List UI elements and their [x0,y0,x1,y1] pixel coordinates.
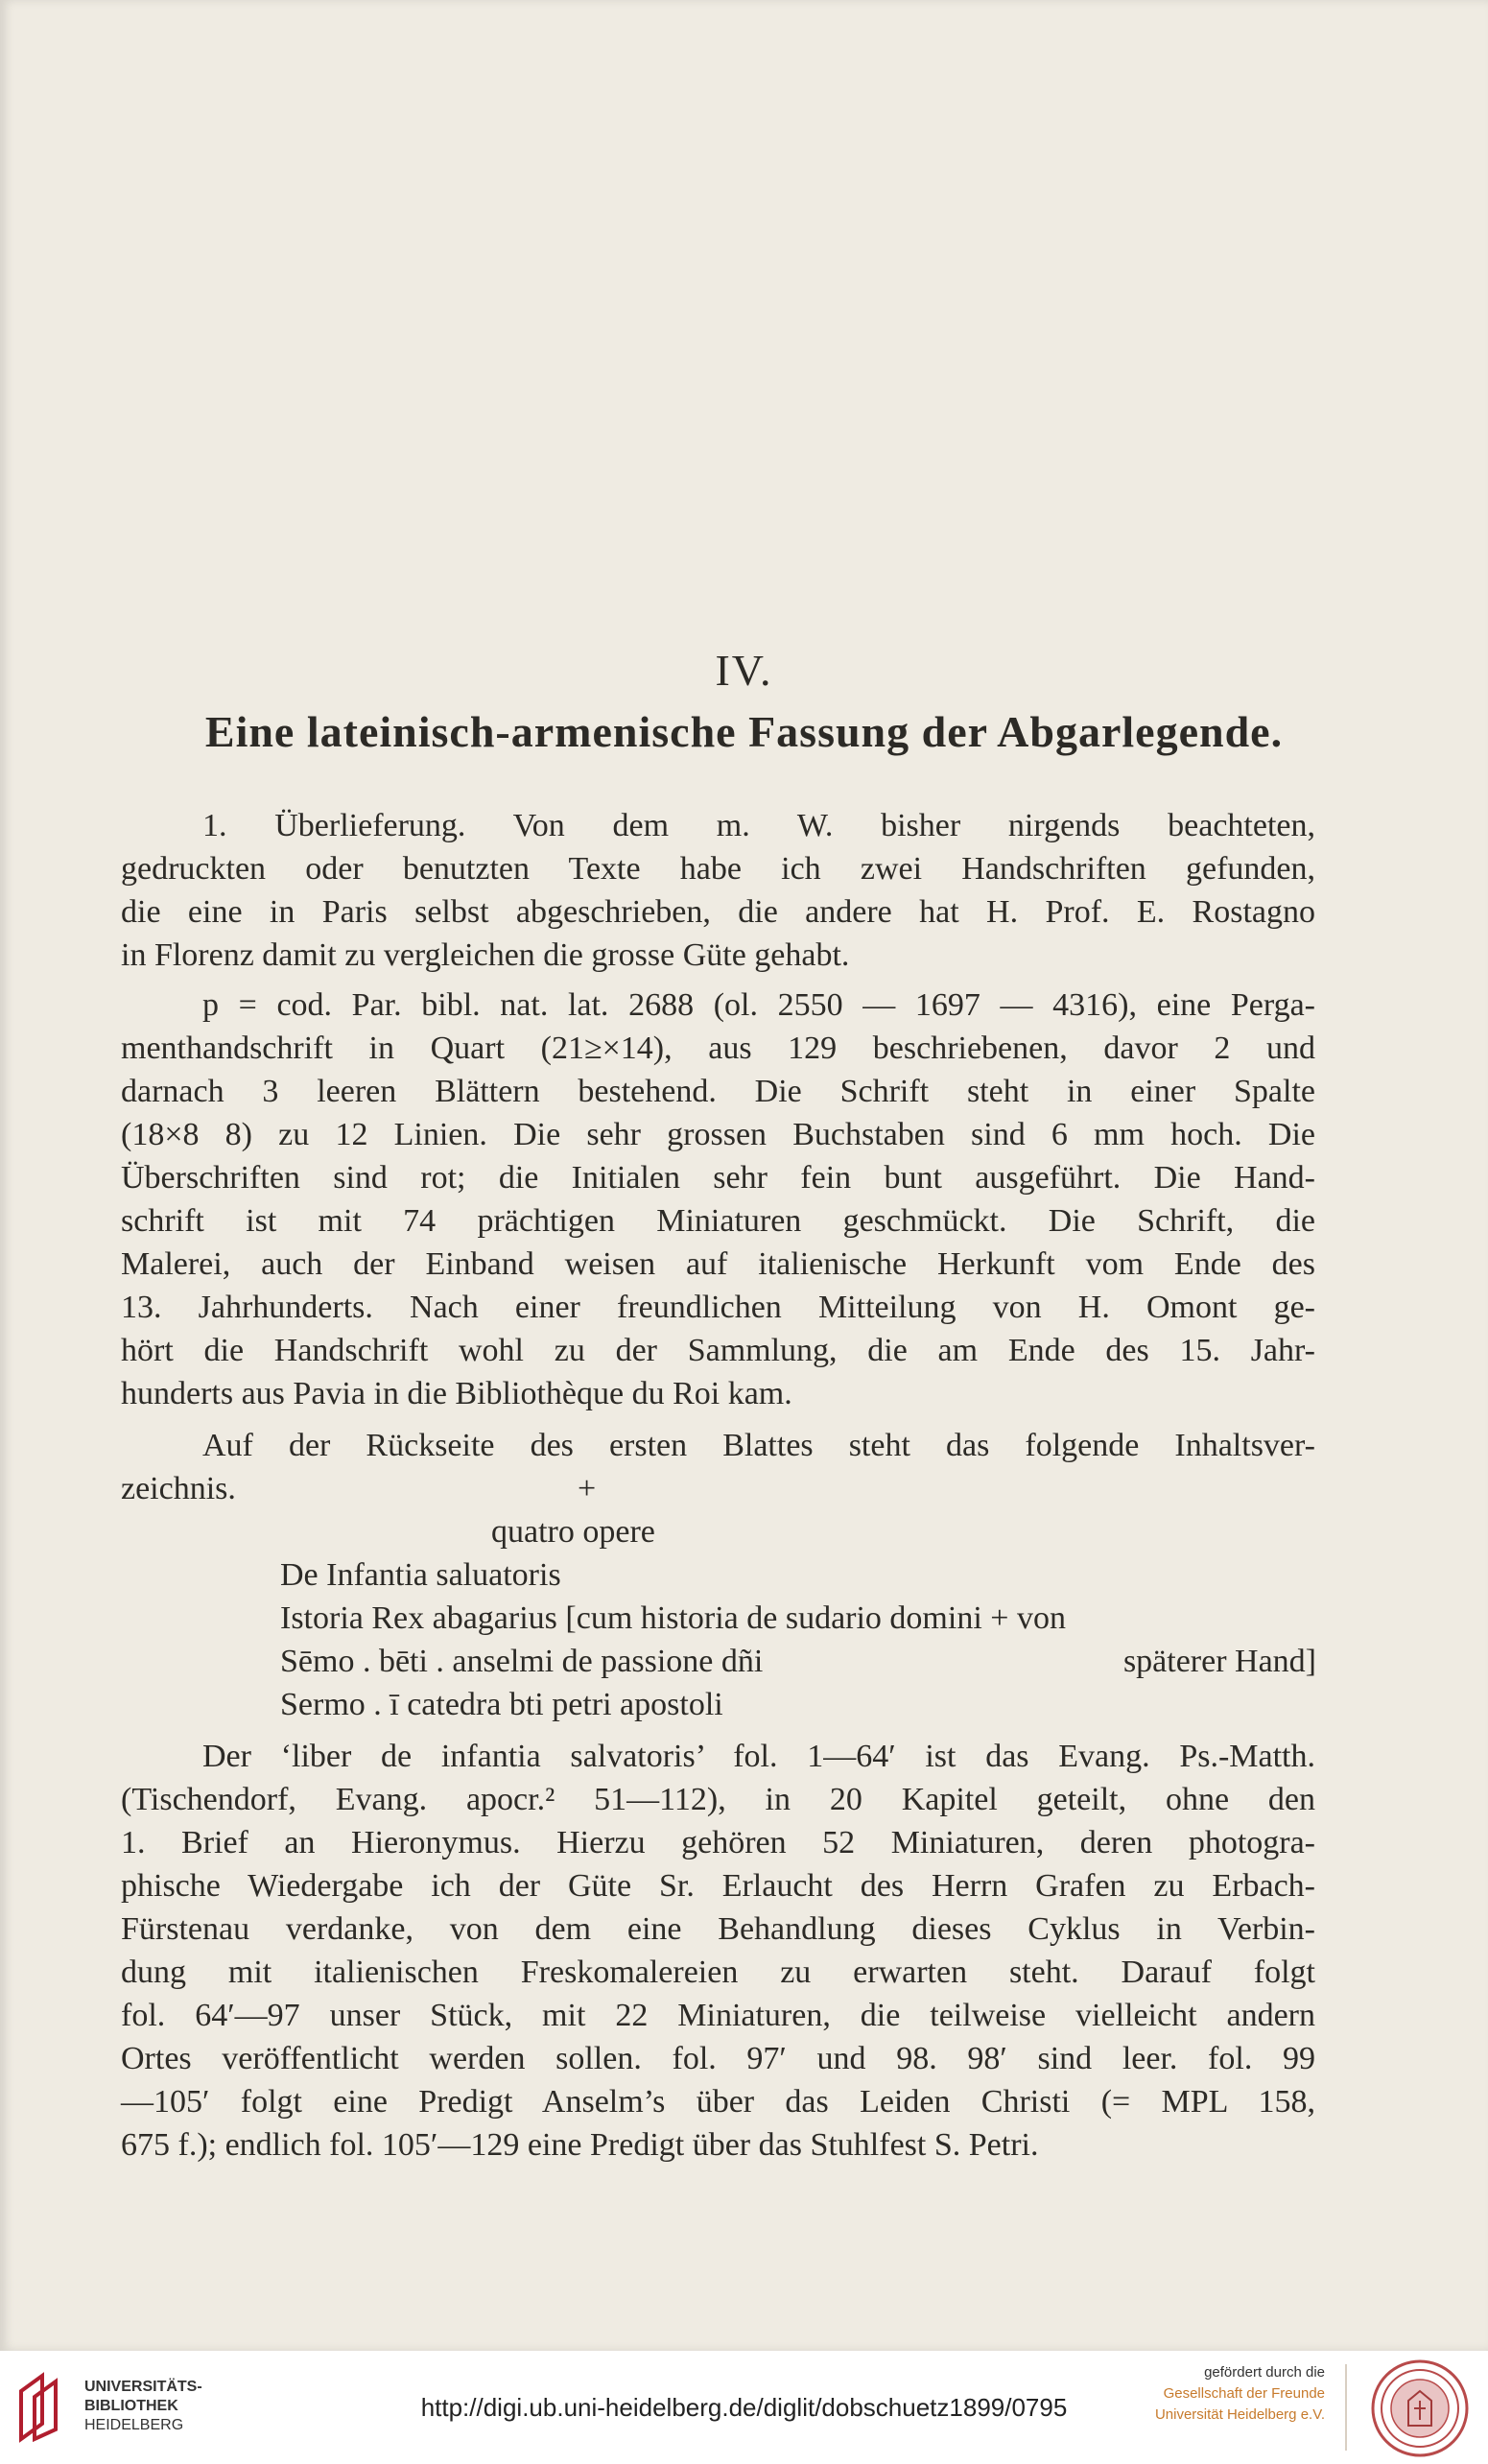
text-line: 675 f.); endlich fol. 105′—129 eine Predigt über das Stuhlfest S. Petri. [121,2127,1039,2163]
text-line: schrift ist mit 74 prächtigen Miniaturen geschmückt. Die Schrift, die [121,1203,1315,1239]
text-line: Fürstenau verdanke, von dem eine Behandlung dieses Cyklus in Verbin- [121,1911,1315,1947]
text-line: die eine in Paris selbst abgeschrieben, die andere hat H. Prof. E. Rostagno [121,894,1315,930]
sponsor-name[interactable]: Gesellschaft der Freunde [1163,2385,1325,2402]
listing-line-left: Sēmo . bēti . anselmi de passione dñi [280,1644,764,1679]
university-seal-icon [1370,2358,1470,2458]
text-line: hört die Handschrift wohl zu der Sammlung, die am Ende des 15. Jahr- [121,1333,1315,1368]
section-number: IV. [715,646,773,695]
text-line: Ortes veröffentlicht werden sollen. fol. 97′ und 98. 98′ sind leer. fol. 99 [121,2041,1315,2076]
sponsor-lead: gefördert durch die [1204,2364,1325,2381]
text-line: hunderts aus Pavia in die Bibliothèque du Roi kam. [121,1376,792,1411]
text-line: 13. Jahrhunderts. Nach einer freundlichen Mitteilung von H. Omont ge- [121,1290,1315,1325]
text-line: (Tischendorf, Evang. apocr.² 51—112), in 20 Kapitel geteilt, ohne den [121,1782,1315,1817]
library-name-line: UNIVERSITÄTS- [84,2379,202,2395]
listing-line: De Infantia saluatoris [280,1557,561,1593]
text-line: Auf der Rückseite des ersten Blattes steht das folgende Inhaltsver- [202,1428,1315,1463]
text-line: phische Wiedergabe ich der Güte Sr. Erlaucht des Herrn Grafen zu Erbach- [121,1868,1315,1904]
sponsor-name[interactable]: Universität Heidelberg e.V. [1154,2406,1325,2423]
text-line: (18×8 8) zu 12 Linien. Die sehr grossen Buchstaben sind 6 mm hoch. Die [121,1117,1315,1152]
permalink-url[interactable]: http://digi.ub.uni-heidelberg.de/diglit/dobschuetz1899/0795 [420,2393,1068,2422]
text-line: —105′ folgt eine Predigt Anselm’s über das Leiden Christi (= MPL 158, [121,2084,1315,2120]
contents-listing [280,1510,1316,1726]
listing-line-right: späterer Hand] [1122,1644,1316,1679]
listing-line: Sermo . ī catedra bti petri apostoli [280,1687,723,1722]
text-line: darnach 3 leeren Blättern bestehend. Die Schrift steht in einer Spalte [121,1074,1315,1109]
text-line: Überschriften sind rot; die Initialen sehr fein bunt ausgeführt. Die Hand- [121,1160,1315,1196]
listing-line [280,1640,1316,1683]
sponsor-block [1155,2362,1325,2426]
library-name-line: HEIDELBERG [84,2417,184,2433]
paragraph-codex-description [121,983,1315,1415]
cross-mark: + [578,1471,597,1506]
viewer-footer [0,2351,1488,2464]
text-line: 1. Überlieferung. Von dem m. W. bisher nirgends beachteten, [202,808,1315,843]
text-line: Malerei, auch der Einband weisen auf italienische Herkunft vom Ende des [121,1246,1315,1282]
text-line: dung mit italienischen Freskomalereien zu erwarten steht. Darauf folgt [121,1955,1315,1990]
text-line: fol. 64′—97 unser Stück, mit 22 Miniaturen, die teilweise vielleicht andern [121,1998,1315,2033]
library-name-line: BIBLIOTHEK [84,2398,178,2414]
text-line: menthandschrift in Quart (21≥×14), aus 129 beschriebenen, davor 2 und [121,1031,1315,1066]
text-line: 1. Brief an Hieronymus. Hierzu gehören 52 Miniaturen, deren photogra- [121,1825,1315,1860]
footer-divider [1345,2364,1347,2451]
paragraph-inhaltsverzeichnis [121,1424,1315,1510]
chapter-title: Eine lateinisch-armenische Fassung der Abgarlegende. [204,707,1284,756]
text-line: p = cod. Par. bibl. nat. lat. 2688 (ol. 2550 — 1697 — 4316), eine Perga- [202,987,1315,1023]
text-line: zeichnis. [121,1471,236,1506]
text-line: in Florenz damit zu vergleichen die grosse Güte gehabt. [121,937,850,973]
listing-line: Istoria Rex abagarius [cum historia de sudario domini + von [280,1600,1066,1636]
listing-line: quatro opere [491,1514,655,1550]
paragraph-contents-discussion [121,1735,1315,2167]
paragraph-ueberlieferung [121,804,1315,977]
text-line: gedruckten oder benutzten Texte habe ich zwei Handschriften gefunden, [121,851,1315,887]
text-line: Der ‘liber de infantia salvatoris’ fol. 1—64′ ist das Evang. Ps.-Matth. [202,1739,1315,1774]
